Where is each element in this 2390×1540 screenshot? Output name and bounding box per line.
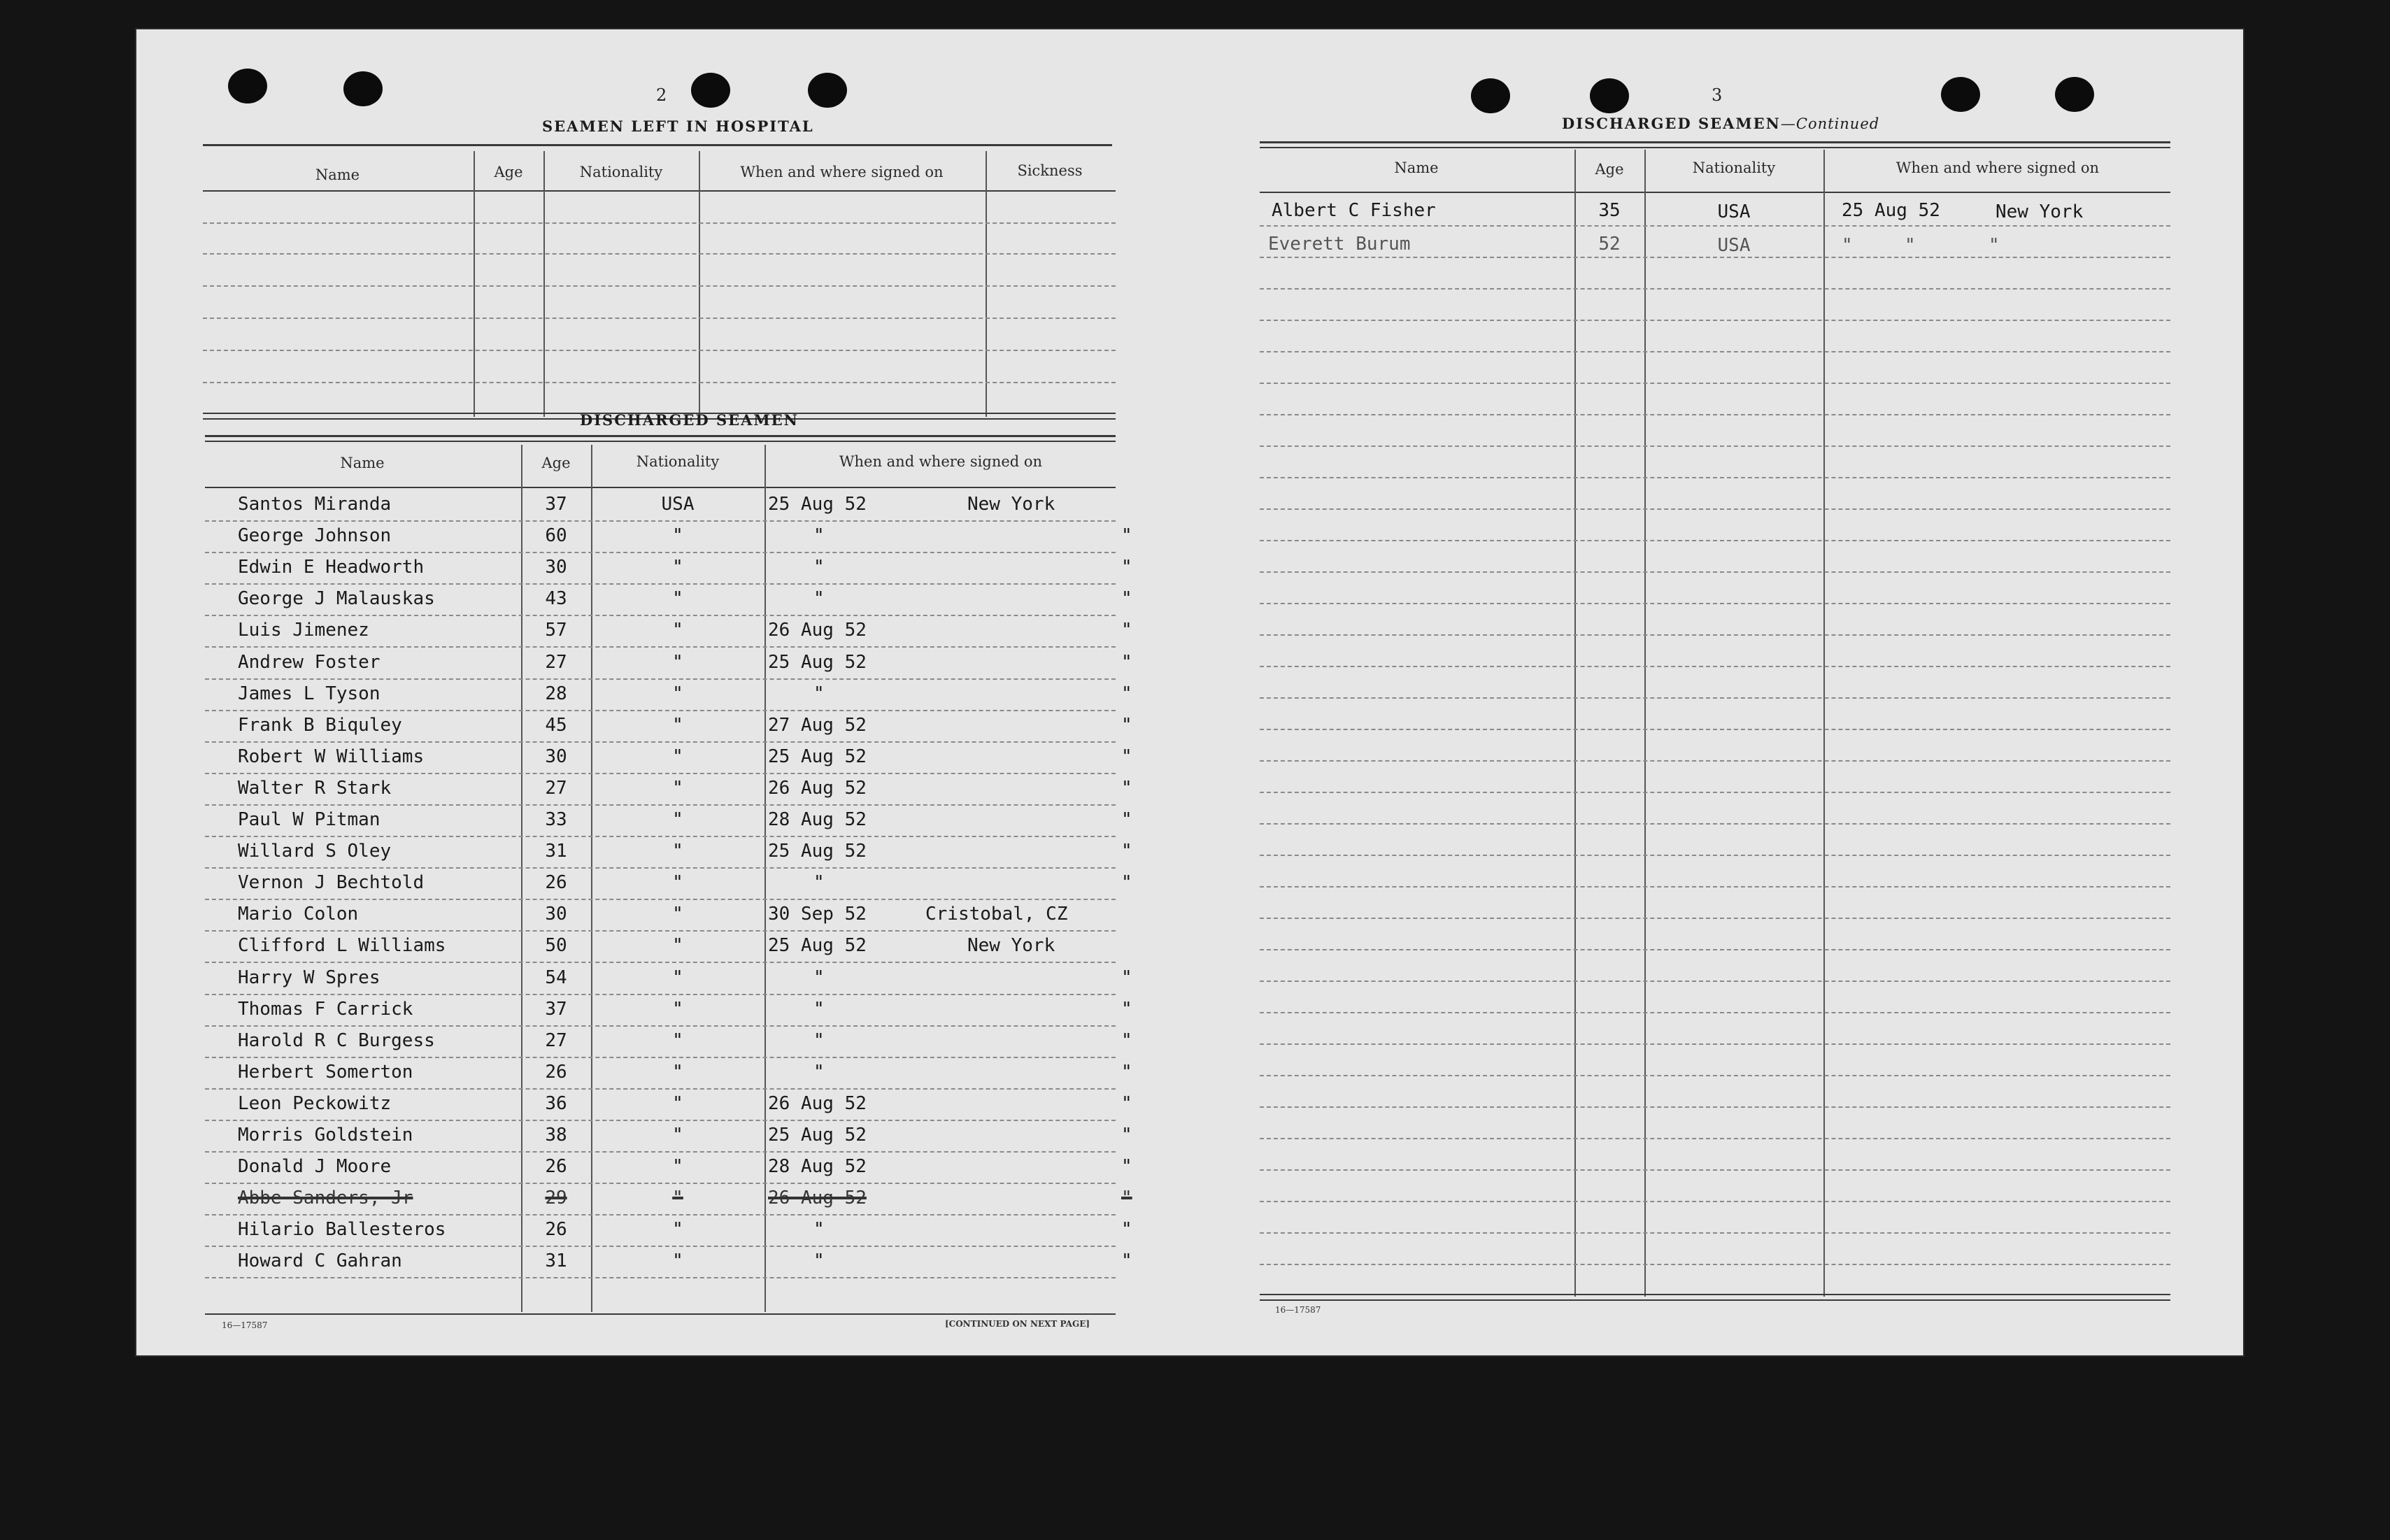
rule	[203, 222, 1116, 224]
table-row-date: "	[813, 872, 825, 893]
right-header-signed-on: When and where signed on	[1895, 159, 2100, 176]
table-row-date: "	[813, 1030, 825, 1051]
row-rule	[1260, 1012, 2170, 1013]
table-row-name: Robert W Williams	[238, 746, 425, 767]
table-row-age: 57	[545, 620, 567, 641]
row-rule	[1260, 288, 2170, 290]
row-rule	[205, 930, 1116, 932]
punch-hole	[1590, 78, 1629, 113]
table-row-nationality: "	[672, 999, 683, 1020]
table-row-name: Mario Colon	[238, 904, 359, 925]
row-rule	[1260, 477, 2170, 478]
table-row-name: James L Tyson	[238, 683, 380, 704]
table-row-name: Edwin E Headworth	[238, 557, 425, 578]
table-row-age: 38	[545, 1125, 567, 1146]
column-divider	[1823, 150, 1825, 1297]
row-rule	[205, 646, 1116, 648]
table-row-date: 26 Aug 52	[768, 1188, 867, 1209]
row-rule	[1260, 540, 2170, 541]
row-rule	[205, 1246, 1116, 1247]
table-row-place: "	[1121, 557, 1132, 578]
row-rule	[1260, 855, 2170, 856]
table-row-age: 26	[545, 1062, 567, 1083]
table-row-place: "	[1121, 809, 1132, 830]
rule	[205, 435, 1116, 437]
row-rule	[1260, 383, 2170, 384]
table-row-age: 27	[545, 1030, 567, 1051]
row-rule	[1260, 981, 2170, 982]
table-row-age: 43	[545, 588, 567, 609]
table-row-nationality: "	[672, 1093, 683, 1114]
row-rule	[1260, 508, 2170, 510]
column-divider	[764, 445, 766, 1312]
right-page-number: 3	[1712, 85, 1723, 105]
table-row-date: 26 Aug 52	[768, 1093, 867, 1114]
table-row-name: Paul W Pitman	[238, 809, 380, 830]
table-row-date: 30 Sep 52	[768, 904, 867, 925]
table-row-place: Cristobal, CZ	[925, 904, 1068, 925]
table-row-age: 30	[545, 746, 567, 767]
table-row-age: 27	[545, 778, 567, 799]
table-row-name: Frank B Biquley	[238, 715, 402, 736]
row-rule	[1260, 949, 2170, 950]
row-rule	[1260, 792, 2170, 793]
table-row-age: 37	[545, 999, 567, 1020]
table-row-nationality: "	[672, 588, 683, 609]
table-row-age: 30	[545, 557, 567, 578]
right-row-1-place: New York	[1996, 201, 2084, 222]
row-rule	[205, 994, 1116, 995]
row-rule	[205, 1057, 1116, 1058]
row-rule	[1260, 1075, 2170, 1076]
document-sheet	[135, 28, 2245, 1357]
table-row-name: Donald J Moore	[238, 1156, 392, 1177]
left-page-number: 2	[656, 85, 667, 105]
table-row-date: 27 Aug 52	[768, 715, 867, 736]
row-rule	[205, 1120, 1116, 1121]
table-row-age: 27	[545, 652, 567, 673]
rule	[1260, 141, 2170, 143]
table-row-place: "	[1121, 1188, 1132, 1209]
rule	[1260, 147, 2170, 148]
table-row-nationality: "	[672, 904, 683, 925]
table-row-place: "	[1121, 1250, 1132, 1271]
table-row-nationality: "	[672, 715, 683, 736]
table-row-age: 37	[545, 494, 567, 515]
column-divider	[699, 151, 700, 417]
table-row-nationality: "	[672, 1219, 683, 1240]
rule	[1260, 1294, 2170, 1295]
table-row-place: "	[1121, 1062, 1132, 1083]
right-header-name: Name	[1394, 159, 1439, 176]
row-rule	[1260, 918, 2170, 919]
table-row-age: 26	[545, 1219, 567, 1240]
continued-note: [CONTINUED ON NEXT PAGE]	[945, 1319, 1090, 1329]
table-row-nationality: "	[672, 935, 683, 956]
table-row-date: "	[813, 1219, 825, 1240]
table-row-date: "	[813, 1250, 825, 1271]
table-row-place: "	[1121, 1156, 1132, 1177]
table-row-place: "	[1121, 620, 1132, 641]
discharged-header-signed-on: When and where signed on	[839, 453, 1043, 470]
row-rule	[1260, 1043, 2170, 1045]
table-row-nationality: "	[672, 652, 683, 673]
table-row-name: George J Malauskas	[238, 588, 435, 609]
rule	[205, 487, 1116, 488]
row-rule	[1260, 1232, 2170, 1234]
rule	[203, 350, 1116, 351]
table-row-place: "	[1121, 1093, 1132, 1114]
table-row-date: "	[813, 557, 825, 578]
rule	[203, 190, 1116, 192]
table-row-place: "	[1121, 525, 1132, 546]
discharged-header-nationality: Nationality	[636, 453, 720, 470]
rule	[203, 318, 1116, 319]
discharged-header-age: Age	[541, 455, 571, 471]
row-rule	[1260, 257, 2170, 258]
table-row-nationality: "	[672, 1030, 683, 1051]
punch-hole	[343, 71, 383, 106]
table-row-name: George Johnson	[238, 525, 392, 546]
table-row-place: "	[1121, 967, 1132, 988]
right-row-2-place: "	[1989, 235, 2000, 256]
punch-hole	[1941, 77, 1980, 112]
row-rule	[1260, 225, 2170, 227]
hospital-header-nationality: Nationality	[579, 164, 663, 180]
table-row-date: 25 Aug 52	[768, 935, 867, 956]
table-row-date: "	[813, 967, 825, 988]
table-row-nationality: "	[672, 778, 683, 799]
right-row-1-name: Albert C Fisher	[1272, 200, 1436, 221]
punch-hole	[691, 73, 730, 108]
hospital-header-sickness: Sickness	[1017, 162, 1083, 179]
table-row-place: "	[1121, 715, 1132, 736]
table-row-name: Willard S Oley	[238, 841, 392, 862]
table-row-place: "	[1121, 999, 1132, 1020]
row-rule	[1260, 351, 2170, 352]
table-row-date: 25 Aug 52	[768, 494, 867, 515]
rule	[203, 285, 1116, 287]
right-section-title	[1562, 115, 1879, 132]
table-row-nationality: "	[672, 557, 683, 578]
table-row-nationality: "	[672, 872, 683, 893]
table-row-age: 31	[545, 841, 567, 862]
row-rule	[205, 773, 1116, 774]
row-rule	[205, 804, 1116, 806]
hospital-section-title: SEAMEN LEFT IN HOSPITAL	[542, 117, 814, 135]
right-row-2-date: "	[1842, 235, 1853, 256]
row-rule	[1260, 1201, 2170, 1202]
right-title-continued: —Continued	[1780, 115, 1880, 132]
table-row-date: "	[813, 588, 825, 609]
table-row-nationality: USA	[661, 494, 695, 515]
table-row-place: "	[1121, 778, 1132, 799]
table-row-age: 26	[545, 872, 567, 893]
rule	[203, 144, 1112, 146]
row-rule	[205, 1151, 1116, 1153]
column-divider	[543, 151, 545, 417]
table-row-place: "	[1121, 841, 1132, 862]
table-row-name: Harold R C Burgess	[238, 1030, 435, 1051]
table-row-age: 54	[545, 967, 567, 988]
row-rule	[1260, 886, 2170, 887]
table-row-name: Morris Goldstein	[238, 1125, 413, 1146]
row-rule	[1260, 697, 2170, 699]
right-form-number: 16—17587	[1275, 1305, 1321, 1315]
rule	[203, 253, 1116, 255]
table-row-nationality: "	[672, 683, 683, 704]
table-row-age: 33	[545, 809, 567, 830]
table-row-nationality: "	[672, 1188, 683, 1209]
table-row-name: Harry W Spres	[238, 967, 380, 988]
table-row-nationality: "	[672, 809, 683, 830]
table-row-date: 25 Aug 52	[768, 841, 867, 862]
table-row-age: 30	[545, 904, 567, 925]
row-rule	[1260, 666, 2170, 667]
table-row-place: "	[1121, 1030, 1132, 1051]
right-row-2-age: 52	[1598, 234, 1621, 255]
table-row-age: 28	[545, 683, 567, 704]
row-rule	[1260, 760, 2170, 762]
table-row-name: Luis Jimenez	[238, 620, 369, 641]
table-row-name: Leon Peckowitz	[238, 1093, 392, 1114]
row-rule	[1260, 571, 2170, 573]
table-row-place: "	[1121, 872, 1132, 893]
row-rule	[1260, 414, 2170, 415]
punch-hole	[1471, 78, 1510, 113]
table-row-place: "	[1121, 588, 1132, 609]
table-row-age: 60	[545, 525, 567, 546]
row-rule	[205, 520, 1116, 522]
table-row-name: Andrew Foster	[238, 652, 380, 673]
table-row-date: "	[813, 683, 825, 704]
punch-hole	[228, 69, 267, 104]
row-rule	[1260, 634, 2170, 636]
table-row-place: "	[1121, 683, 1132, 704]
rule	[205, 441, 1116, 442]
table-row-name: Howard C Gahran	[238, 1250, 402, 1271]
discharged-header-name: Name	[340, 455, 385, 471]
right-row-2-date-month: "	[1905, 235, 1916, 256]
right-row-2-nationality: USA	[1717, 235, 1751, 256]
right-row-1-age: 35	[1598, 200, 1621, 221]
row-rule	[205, 710, 1116, 711]
row-rule	[1260, 1138, 2170, 1139]
right-title-main: DISCHARGED SEAMEN	[1562, 115, 1781, 132]
table-row-age: 26	[545, 1156, 567, 1177]
table-row-date: 25 Aug 52	[768, 1125, 867, 1146]
punch-hole	[2055, 77, 2094, 112]
table-row-age: 45	[545, 715, 567, 736]
row-rule	[1260, 1169, 2170, 1171]
rule	[1260, 1299, 2170, 1301]
table-row-age: 31	[545, 1250, 567, 1271]
table-row-date: 25 Aug 52	[768, 746, 867, 767]
table-row-name: Herbert Somerton	[238, 1062, 413, 1083]
table-row-age: 36	[545, 1093, 567, 1114]
table-row-age: 50	[545, 935, 567, 956]
table-row-nationality: "	[672, 1125, 683, 1146]
table-row-place: "	[1121, 652, 1132, 673]
table-row-date: 28 Aug 52	[768, 1156, 867, 1177]
table-row-date: 25 Aug 52	[768, 652, 867, 673]
right-header-nationality: Nationality	[1692, 159, 1776, 176]
right-header-age: Age	[1595, 161, 1624, 178]
row-rule	[1260, 729, 2170, 730]
row-rule	[205, 867, 1116, 869]
row-rule	[205, 615, 1116, 616]
row-rule	[205, 741, 1116, 743]
rule	[1260, 192, 2170, 193]
row-rule	[205, 1277, 1116, 1278]
row-rule	[1260, 603, 2170, 604]
right-row-1-nationality: USA	[1717, 201, 1751, 222]
table-row-name: Clifford L Williams	[238, 935, 446, 956]
row-rule	[1260, 1264, 2170, 1265]
row-rule	[1260, 320, 2170, 321]
table-row-date: 28 Aug 52	[768, 809, 867, 830]
table-row-nationality: "	[672, 1250, 683, 1271]
discharged-section-title: DISCHARGED SEAMEN	[580, 411, 799, 429]
table-row-nationality: "	[672, 746, 683, 767]
row-rule	[205, 552, 1116, 553]
table-row-date: "	[813, 525, 825, 546]
row-rule	[205, 899, 1116, 900]
table-row-name: Walter R Stark	[238, 778, 392, 799]
row-rule	[205, 836, 1116, 837]
column-divider	[1574, 150, 1576, 1297]
table-row-name: Santos Miranda	[238, 494, 392, 515]
table-row-age: 29	[545, 1188, 567, 1209]
table-row-nationality: "	[672, 967, 683, 988]
row-rule	[1260, 823, 2170, 825]
table-row-date: 26 Aug 52	[768, 620, 867, 641]
rule	[205, 1313, 1116, 1315]
table-row-place: "	[1121, 1219, 1132, 1240]
row-rule	[1260, 1106, 2170, 1108]
row-rule	[205, 1088, 1116, 1090]
hospital-header-name: Name	[315, 166, 360, 183]
row-rule	[205, 962, 1116, 963]
table-row-nationality: "	[672, 1062, 683, 1083]
row-rule	[205, 1214, 1116, 1215]
column-divider	[474, 151, 475, 417]
row-rule	[1260, 445, 2170, 447]
table-row-nationality: "	[672, 1156, 683, 1177]
row-rule	[205, 1183, 1116, 1184]
hospital-header-age: Age	[494, 164, 523, 180]
table-row-place: New York	[967, 494, 1055, 515]
table-row-name: Vernon J Bechtold	[238, 872, 425, 893]
table-row-name: Hilario Ballesteros	[238, 1219, 446, 1240]
table-row-nationality: "	[672, 620, 683, 641]
hospital-header-signed-on: When and where signed on	[740, 164, 944, 180]
table-row-name: Abbe Sanders, Jr	[238, 1188, 413, 1209]
table-row-date: "	[813, 999, 825, 1020]
column-divider	[986, 151, 987, 417]
row-rule	[205, 583, 1116, 585]
table-row-date: "	[813, 1062, 825, 1083]
table-row-place: "	[1121, 1125, 1132, 1146]
right-row-1-date: 25 Aug 52	[1842, 200, 1940, 221]
table-row-nationality: "	[672, 841, 683, 862]
table-row-date: 26 Aug 52	[768, 778, 867, 799]
row-rule	[205, 1025, 1116, 1027]
punch-hole	[808, 73, 847, 108]
rule	[203, 382, 1116, 383]
row-rule	[205, 678, 1116, 680]
table-row-place: New York	[967, 935, 1055, 956]
table-row-place: "	[1121, 746, 1132, 767]
table-row-nationality: "	[672, 525, 683, 546]
table-row-name: Thomas F Carrick	[238, 999, 413, 1020]
right-row-2-name: Everett Burum	[1268, 234, 1411, 255]
left-form-number: 16—17587	[222, 1320, 268, 1330]
column-divider	[1644, 150, 1646, 1297]
